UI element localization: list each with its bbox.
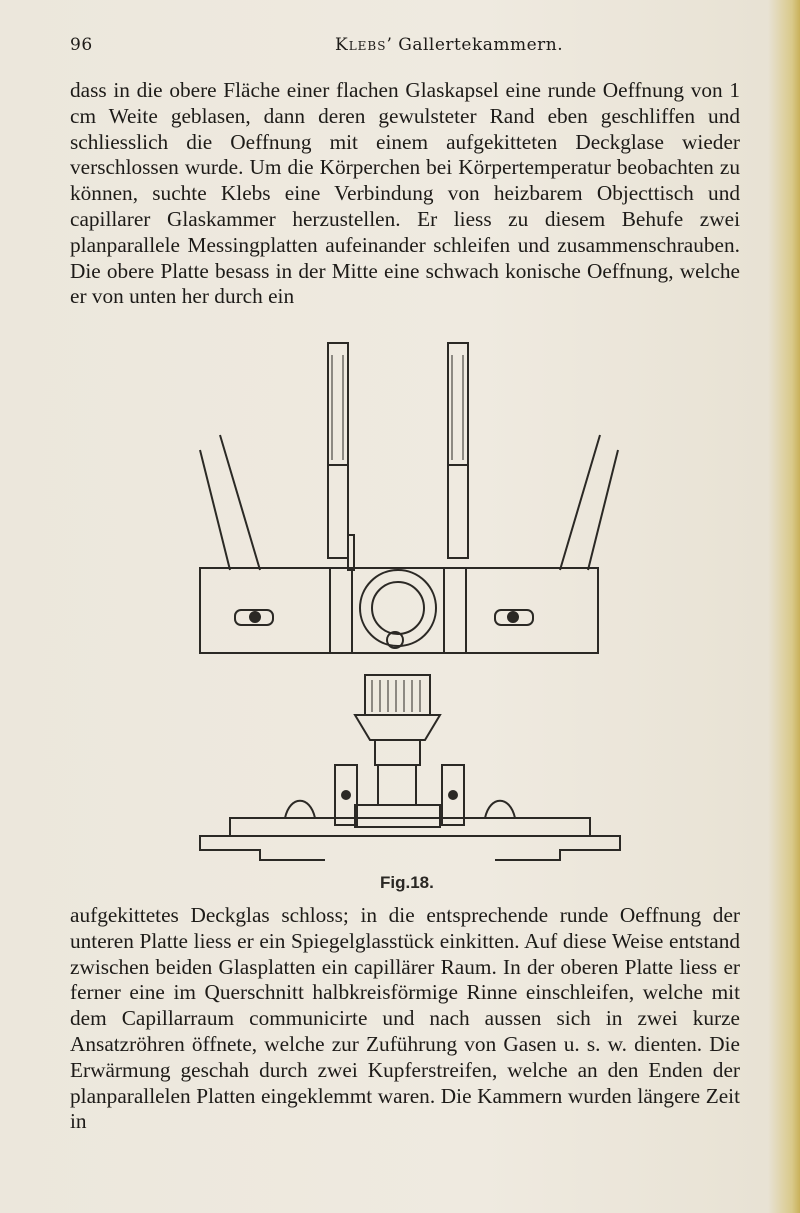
- page-header: [70, 35, 740, 65]
- figure-caption: Fig.18.: [380, 873, 434, 892]
- figure-illustration: [140, 340, 660, 885]
- page-number: 96: [70, 35, 93, 55]
- running-head: [335, 35, 563, 55]
- right-tube: [448, 343, 468, 558]
- left-tube: [328, 343, 348, 558]
- paragraph-bottom: aufgekittetes Deckglas schloss; in die entsprechende runde Oeffnung der unteren Platte liess er ein Spiegelglasstück einkitten. Auf diese Weise entstand zwischen beiden Glasplatten ein capillärer Raum. In der oberen Platte liess er ferner eine im Querschnitt halbkreisförmige Rinne einschleifen, welche mit dem Capillarraum communicirte und nach aussen sich in zwei kurze Ansatzröhren öffnete, welche zur Zuführung von Gasen u. s. w. dienten. Die Erwärmung geschah durch zwei Kupferstreifen, welche an den Enden der planparallelen Platten eingeklemmt waren. Die Kammern wurden längere Zeit in: [70, 903, 740, 1134]
- paragraph-top: dass in die obere Fläche einer flachen Glaskapsel eine runde Oeffnung von 1 cm Weite geblasen, dann deren gewulsteter Rand eben geschliffen und schliesslich die Oeffnung mit einem aufgekitteten Deckglase wieder verschlossen wurde. Um die Körperchen bei Körpertemperatur beobachten zu können, suchte Klebs eine Verbindung von heizbarem Objecttisch und capillarer Glaskammer herzustellen. Er liess zu diesem Behufe zwei planparallele Messingplatten aufeinander schleifen und zusammenschrauben. Die obere Platte besass in der Mitte eine schwach konische Oeffnung, welche er von unten her durch ein: [70, 78, 740, 309]
- microscope-chamber-drawing: [140, 340, 660, 885]
- running-head-author: Klebs: [335, 35, 387, 55]
- running-head-title: ’ Gallertekammern.: [386, 35, 564, 55]
